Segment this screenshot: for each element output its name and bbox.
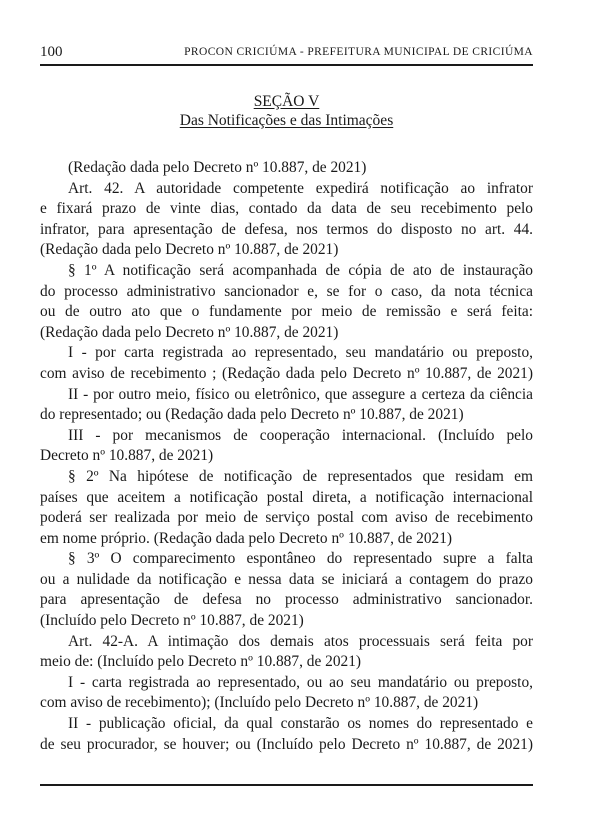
footer-rule: [40, 784, 533, 786]
section-heading: [40, 92, 533, 130]
text-line: Art. 42-A. A intimação dos demais atos processuais será feita por: [68, 632, 533, 650]
text-line: países que aceitem a notificação postal direta, a notificação internacional: [40, 488, 533, 506]
text-line: § 3º O comparecimento espontâneo do representado supre a falta: [68, 550, 533, 568]
body-text: [40, 158, 533, 755]
text-line: meio de: (Incluído pelo Decreto nº 10.887, de 2021): [40, 653, 362, 671]
running-title: PROCON CRICIÚMA - PREFEITURA MUNICIPAL DE CRICIÚMA: [184, 46, 533, 58]
text-line: em nome próprio. (Redação dada pelo Decreto nº 10.887, de 2021): [40, 529, 453, 547]
text-line: II - por outro meio, físico ou eletrônico, que assegure a certeza da ciência: [68, 385, 533, 403]
text-line: e fixará prazo de vinte dias, contado da data de seu recebimento pelo: [40, 200, 533, 218]
text-line: I - por carta registrada ao representado, seu mandatário ou preposto,: [68, 344, 533, 362]
text-line: (Redação dada pelo Decreto nº 10.887, de 2021): [40, 241, 339, 259]
text-line: com aviso de recebimento ; (Redação dada pelo Decreto nº 10.887, de 2021): [40, 364, 533, 382]
text-line: (Redação dada pelo Decreto nº 10.887, de 2021): [40, 323, 339, 341]
text-line: III - por mecanismos de cooperação internacional. (Incluído pelo: [68, 426, 533, 444]
text-line: § 1º A notificação será acompanhada de cópia de ato de instauração: [68, 261, 533, 279]
text-line: ou de outro ato que o fundamente por meio de remissão e será feita:: [40, 303, 533, 321]
text-line: § 2º Na hipótese de notificação de representados que residam em: [68, 467, 533, 485]
text-line: de seu procurador, se houver; ou (Incluído pelo Decreto nº 10.887, de 2021): [40, 735, 533, 753]
text-line: poderá ser realizada por meio de serviço postal com aviso de recebimento: [40, 509, 533, 527]
page-number: 100: [40, 44, 63, 60]
header-rule: [40, 64, 533, 66]
text-line: Art. 42. A autoridade competente expedirá notificação ao infrator: [68, 179, 533, 197]
text-line: para apresentação de defesa no processo administrativo sancionador.: [40, 591, 533, 609]
text-line: (Redação dada pelo Decreto nº 10.887, de 2021): [68, 159, 367, 176]
text-line: Decreto nº 10.887, de 2021): [40, 447, 214, 465]
text-line: com aviso de recebimento); (Incluído pelo Decreto nº 10.887, de 2021): [40, 694, 479, 712]
section-subtitle: Das Notificações e das Intimações: [179, 112, 394, 129]
section-title: SEÇÃO V: [253, 93, 320, 110]
text-line: do processo administrativo sancionador e, se for o caso, da nota técnica: [40, 282, 533, 300]
text-line: do representado; ou (Redação dada pelo Decreto nº 10.887, de 2021): [40, 406, 464, 424]
text-line: ou a nulidade da notificação e nessa data se iniciará a contagem do prazo: [40, 570, 533, 588]
text-line: infrator, para apresentação de defesa, nos termos do disposto no art. 44.: [40, 220, 533, 238]
text-line: (Incluído pelo Decreto nº 10.887, de 2021): [40, 612, 304, 630]
text-line: II - publicação oficial, da qual constarão os nomes do representado e: [68, 715, 533, 733]
text-line: I - carta registrada ao representado, ou ao seu mandatário ou preposto,: [68, 673, 533, 691]
page-header: [40, 42, 533, 62]
